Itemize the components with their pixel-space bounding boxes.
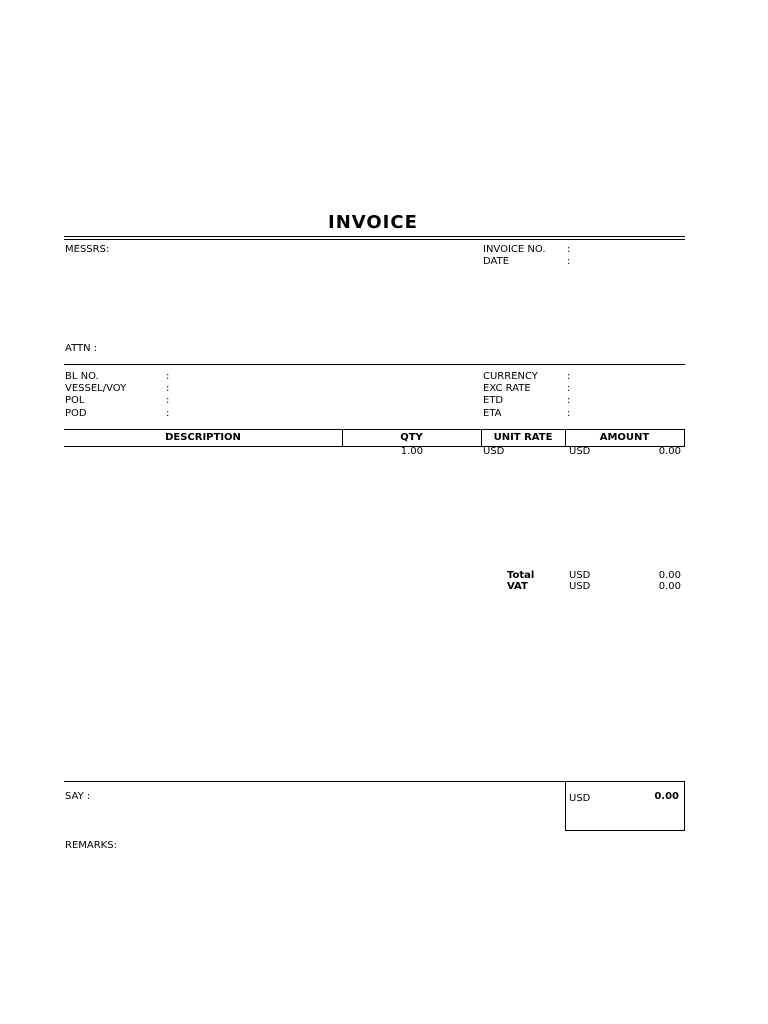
title-rule-bottom <box>64 239 685 240</box>
total-currency: USD <box>569 570 591 581</box>
etd-label: ETD <box>483 395 504 406</box>
invoice-no-label: INVOICE NO. <box>483 244 546 255</box>
eta-label: ETA <box>483 408 502 419</box>
bl-no-label: BL NO. <box>65 371 99 382</box>
remarks-label: REMARKS: <box>65 840 117 851</box>
exc-rate-label: EXC RATE <box>483 383 531 394</box>
invoice-title: INVOICE <box>328 212 418 233</box>
date-label: DATE <box>483 256 510 267</box>
grand-total-currency: USD <box>569 793 591 804</box>
attn-label: ATTN : <box>65 343 98 354</box>
column-header-description: DESCRIPTION <box>165 432 241 443</box>
footer-rule <box>64 781 566 782</box>
pod-label: POD <box>65 408 87 419</box>
messrs-label: MESSRS: <box>65 244 110 255</box>
vessel-voy-colon: : <box>166 383 170 394</box>
row-unit-currency: USD <box>483 446 505 457</box>
total-label: Total <box>507 570 535 581</box>
pod-colon: : <box>166 408 170 419</box>
say-label: SAY : <box>65 791 91 802</box>
exc-rate-colon: : <box>567 383 571 394</box>
vessel-voy-label: VESSEL/VOY <box>65 383 127 394</box>
invoice-no-colon: : <box>567 244 571 255</box>
grand-total-value: 0.00 <box>654 791 679 802</box>
grand-total-box <box>565 781 685 831</box>
bl-no-colon: : <box>166 371 170 382</box>
date-colon: : <box>567 256 571 267</box>
row-amount-currency: USD <box>569 446 591 457</box>
etd-colon: : <box>567 395 571 406</box>
vat-label: VAT <box>507 581 528 592</box>
column-header-qty: QTY <box>400 432 423 443</box>
currency-label: CURRENCY <box>483 371 538 382</box>
table-col-divider <box>684 429 685 446</box>
row-amount: 0.00 <box>658 446 681 457</box>
pol-label: POL <box>65 395 85 406</box>
eta-colon: : <box>567 408 571 419</box>
column-header-amount: AMOUNT <box>599 432 650 443</box>
pol-colon: : <box>166 395 170 406</box>
vat-value: 0.00 <box>658 581 681 592</box>
row-qty: 1.00 <box>400 446 423 457</box>
header-divider <box>64 364 685 365</box>
currency-colon: : <box>567 371 571 382</box>
column-header-unit-rate: UNIT RATE <box>493 432 553 443</box>
total-value: 0.00 <box>658 570 681 581</box>
vat-currency: USD <box>569 581 591 592</box>
table-header-top-rule <box>64 429 685 430</box>
title-rule-top <box>64 236 685 237</box>
